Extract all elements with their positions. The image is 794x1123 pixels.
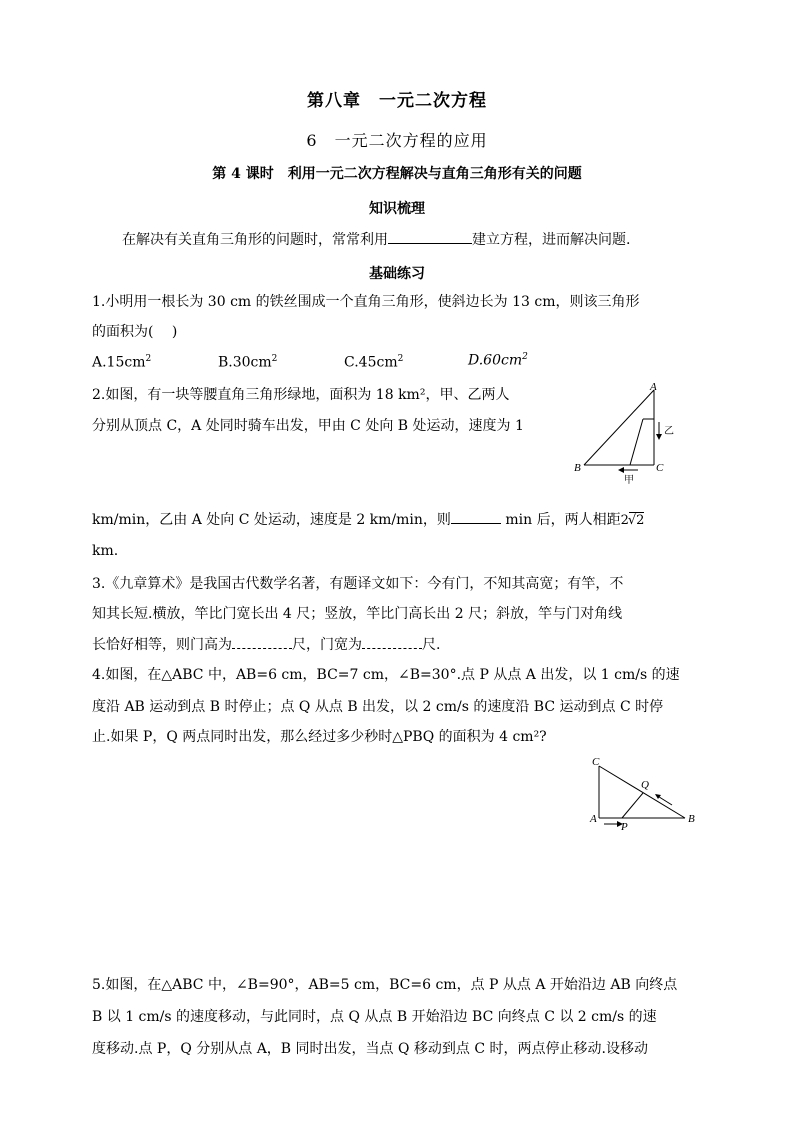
knowledge-heading: 知识梳理 — [369, 201, 425, 217]
q1-option-b[interactable]: $B.30cm^2$ — [218, 354, 278, 371]
q2-label-a: A — [650, 382, 657, 393]
q4-segment-pq — [622, 793, 643, 818]
q4-line2: 度沿 AB 运动到点 B 时停止；点 Q 从点 B 出发，以 2 cm/s 的速度沿 BC 运动到点 C 时停 — [92, 699, 664, 715]
q2-blank[interactable] — [451, 509, 501, 524]
knowledge-blank[interactable] — [388, 229, 472, 244]
q2-line3: km/min，乙由 A 处向 C 处运动，速度是 2 km/min，则 min 后，两人相距2√2 — [92, 509, 644, 531]
q2-side-ab — [584, 390, 654, 465]
q5-line1: 5.如图，在△ABC 中，∠B=90°，AB=5 cm，BC=6 cm，点 P 从点 A 开始沿边 AB 向终点 — [92, 977, 678, 993]
q3-line1: 3.《九章算术》是我国古代数学名著，有题译文如下：今有门，不知其高宽；有竿，不 — [92, 576, 624, 592]
q1-option-c[interactable]: $C.45cm^2$ — [344, 354, 404, 371]
q4-label-b: B — [688, 813, 695, 825]
q2-line1: 2.如图，有一块等腰直角三角形绿地，面积为 18 km²，甲、乙两人 — [92, 387, 510, 403]
q2-segment — [630, 419, 643, 465]
section-title: 6 一元二次方程的应用 — [306, 131, 488, 150]
q5-line3: 度移动.点 P，Q 分别从点 A，B 同时出发，当点 Q 移动到点 C 时，两点停止移动.设移动 — [92, 1041, 648, 1057]
practice-heading: 基础练习 — [369, 266, 425, 282]
q1-option-a[interactable]: $A.15cm^2$ — [92, 354, 152, 371]
q1-line1: 1.小明用一根长为 30 cm 的铁丝围成一个直角三角形，使斜边长为 13 cm，则该三角形 — [92, 294, 640, 310]
q4-label-q: Q — [641, 779, 649, 791]
q2-label-yi: 乙 — [664, 426, 674, 437]
q1-line2: 的面积为( ) — [92, 324, 178, 340]
q4-side-bc — [599, 766, 685, 818]
q3-blank-width[interactable] — [362, 634, 422, 649]
q5-line2: B 以 1 cm/s 的速度移动，与此同时，点 Q 从点 B 开始沿边 BC 向终点 C 以 2 cm/s 的速 — [92, 1009, 657, 1025]
q2-arrowhead-jia — [618, 467, 624, 473]
q2-label-jia: 甲 — [624, 475, 634, 486]
q2-label-b: B — [574, 462, 581, 474]
q2-line2: 分别从顶点 C，A 处同时骑车出发，甲由 C 处向 B 处运动，速度为 1 — [92, 418, 524, 434]
q4-line1: 4.如图，在△ABC 中，AB=6 cm，BC=7 cm，∠B=30°.点 P 从点 A 出发，以 1 cm/s 的速 — [92, 667, 680, 683]
q2-label-c: C — [656, 462, 664, 474]
chapter-title: 第八章 一元二次方程 — [307, 91, 487, 111]
lesson-title: 第 4 课时 利用一元二次方程解决与直角三角形有关的问题 — [212, 166, 582, 182]
q4-label-p: P — [621, 821, 628, 833]
q4-line3: 止.如果 P，Q 两点同时出发，那么经过多少秒时△PBQ 的面积为 4 cm²? — [92, 729, 547, 745]
q3-line3: 长恰好相等，则门高为 尺，门宽为 尺. — [92, 634, 440, 655]
knowledge-text: 在解决有关直角三角形的问题时，常常利用 建立方程，进而解决问题. — [122, 229, 630, 250]
q1-option-d[interactable]: $D.60cm^2$ — [468, 352, 528, 369]
q3-blank-height[interactable] — [232, 634, 292, 649]
q3-line2: 知其长短.横放，竿比门宽长出 4 尺；竖放，竿比门高长出 2 尺；斜放，竿与门对角线 — [92, 606, 623, 622]
q4-figure — [586, 752, 706, 834]
q2-line4: km. — [92, 543, 119, 559]
q2-arrowhead-yi — [656, 434, 662, 440]
q2-figure — [570, 382, 680, 490]
q4-label-a: A — [590, 813, 597, 825]
q4-label-c: C — [592, 756, 600, 768]
q4-arrowhead-q — [655, 794, 661, 799]
